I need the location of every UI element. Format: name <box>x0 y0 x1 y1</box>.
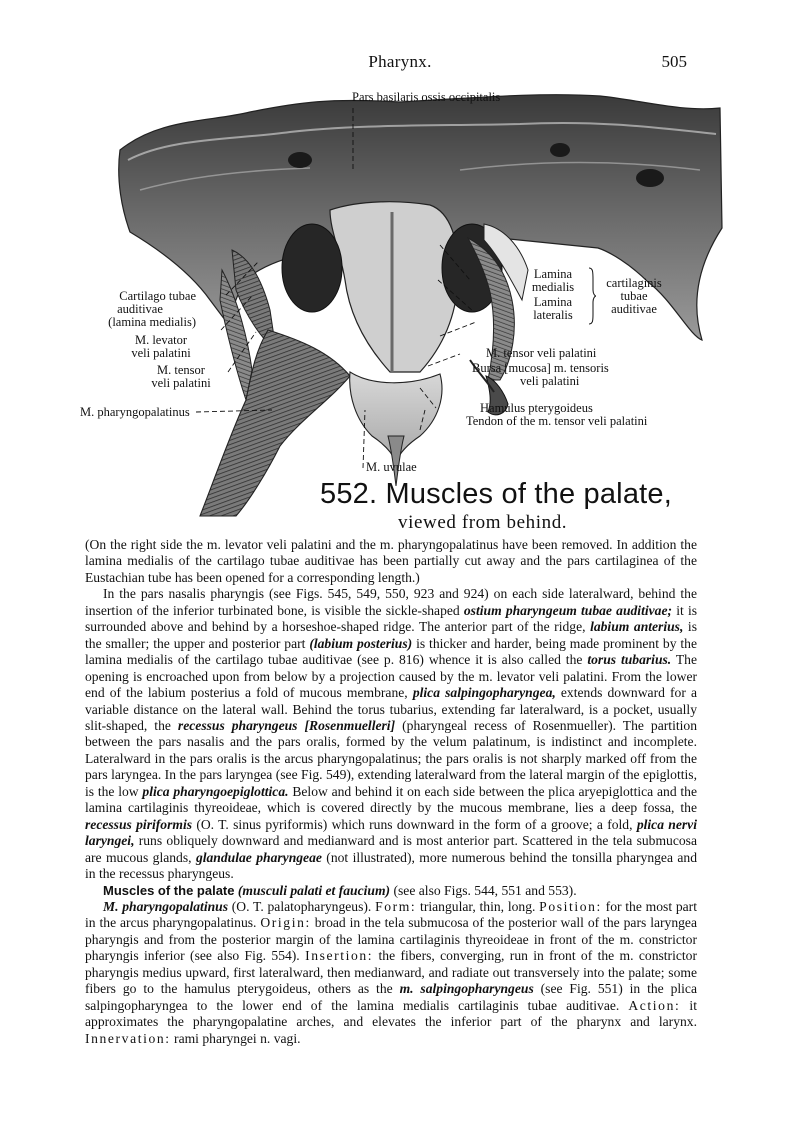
label-cartilaginis-line2: tubae <box>620 289 648 303</box>
label-pharyngopalatinus: M. pharyngopalatinus <box>80 405 190 419</box>
term-plica-pharyngoepiglottica: plica pharyngoepiglottica. <box>142 783 289 799</box>
label-hamulus: Hamulus pterygoideus <box>480 401 593 415</box>
paragraph-pars-nasalis <box>85 586 697 882</box>
label-levator-line2: veli palatini <box>131 346 191 360</box>
text-run: is thicker and harder, being made prominent by the lamina medialis of the cartilago tubae auditivae (see p. 816) whence it is also called the <box>85 635 697 668</box>
pharyngeal-cavity <box>330 202 458 372</box>
field-position: Position: <box>539 898 602 914</box>
figure-caption-subtitle: viewed from behind. <box>398 512 568 533</box>
term-torus-tubarius: torus tubarius. <box>587 652 672 668</box>
term-labium-anterius: labium anterius, <box>590 619 684 635</box>
term-m-pharyngopalatinus: M. pharyngopalatinus <box>103 898 229 914</box>
label-lamina-lateralis-line2: lateralis <box>533 308 573 322</box>
running-title: Pharynx. <box>368 52 432 71</box>
term-glandulae-pharyngeae: glandulae pharyngeae <box>195 849 322 865</box>
term-ostium: ostium pharyngeum tubae auditivae; <box>463 602 673 618</box>
text-run: triangular, thin, long. <box>416 898 540 914</box>
label-cartilaginis-line1: cartilaginis <box>606 276 662 290</box>
text-run: The opening is encroached upon from below by a projection caused by the m. levator veli palatini. From the lower end of the labium posterius a fold of mucous membrane, <box>85 652 697 701</box>
label-bursa <box>472 362 609 388</box>
label-lamina-lateralis-line1: Lamina <box>533 295 573 309</box>
field-innervation: Innervation: <box>85 1030 171 1046</box>
label-cartilaginis-line3: auditivae <box>611 302 657 316</box>
term-plica-nervi-laryngei: plica nervi laryngei, <box>85 816 697 849</box>
text-run: broad in the tela submucosa of the posterior wall of the pars laryngea pharyngis and from the posterior margin of the lamina cartilaginis thyreoideae in front of the m. constrictor pharyngis inferior (see also Fig. 554). <box>85 915 698 964</box>
text-run: (pharyngeal recess of Rosenmueller). The partition between the pars nasalis and the pars oralis, formed by the velum palatinum, is indistinct and incomplete. Lateralward in the pars oralis is the arcus pharyngopalatinus; the pars oralis is not sharply marked off from the pars laryngea. In the pars laryngea (see Fig. 549), extending lateralward from the lateral margin of the epiglottis, is the low <box>85 717 697 799</box>
label-lamina-medialis-line2: medialis <box>531 280 575 294</box>
label-cartilago-line2: auditivae <box>117 302 163 316</box>
label-tensor-left-line2: veli palatini <box>151 376 211 390</box>
text-run: the fibers, converging, run in front of the m. constrictor pharyngis medius upward, first lateralward, then medianward, and radiate out transversely into the palate; some fibers go to the hamulus pterygoideus, others as the <box>85 948 697 997</box>
label-tensor-left-line1: M. tensor <box>157 363 205 377</box>
figure-caption-number: 552. Muscles of the palate, <box>320 478 672 510</box>
anatomical-figure <box>0 0 800 530</box>
label-bursa-line2: veli palatini <box>520 374 580 388</box>
text-run: is the smaller; the upper and posterior part <box>85 619 697 651</box>
field-form: Form: <box>375 898 417 914</box>
term-recessus-piriformis: recessus piriformis <box>85 816 193 832</box>
choana-left <box>282 224 342 312</box>
palate-muscles-illustration <box>0 0 800 530</box>
label-cartilago-line1: Cartilago tubae <box>119 289 196 303</box>
text-run: (not illustrated), more numerous behind the tonsilla pharyngea and in the recessus pharyngeus. <box>85 849 697 882</box>
section-heading-latin: (musculi palati et faucium) <box>237 882 391 898</box>
text-run: rami pharyngei n. vagi. <box>170 1030 301 1046</box>
term-m-salpingopharyngeus: m. salpingopharyngeus <box>399 981 534 997</box>
page-number: 505 <box>661 52 687 71</box>
text-run: for the most part in the arcus pharyngopalatinus. <box>85 898 697 931</box>
text-run: it approximates the pharyngopalatine arches, and elevates the inferior part of the pharynx and larynx. <box>85 997 697 1030</box>
label-uvulae: M. uvulae <box>366 460 417 474</box>
text-run: Below and behind it on each side between the plica aryepiglottica and the lamina cartilaginis thyreoideae, which is covered directly by the mucous membrane, lies a deep fossa, the <box>85 783 697 816</box>
section-heading: Muscles of the palate <box>103 882 235 898</box>
field-insertion: Insertion: <box>305 948 374 964</box>
label-cartilago-line3: (lamina medialis) <box>108 315 196 329</box>
term-plica-salpingopharyngea: plica salpingopharyngea, <box>412 685 556 701</box>
label-lamina-lateralis <box>521 296 585 322</box>
text-run: (see also Figs. 544, 551 and 553). <box>390 882 577 898</box>
label-tendon: Tendon of the m. tensor veli palatini <box>466 414 648 428</box>
paragraph-pharyngopalatinus <box>85 899 697 1047</box>
field-origin: Origin: <box>260 915 311 931</box>
term-recessus-pharyngeus: recessus pharyngeus [Rosenmuelleri] <box>177 717 396 733</box>
label-tensor-left <box>136 364 226 390</box>
label-pars-basilaris: Pars basilaris ossis occipitalis <box>352 90 501 104</box>
text-run: it is surrounded above and behind by a horseshoe-shaped ridge. The anterior part of the ridge, <box>85 602 698 635</box>
text-run: In the pars nasalis pharyngis (see Figs. 545, 549, 550, 923 and 924) on each side lateralward, behind the insertion of the inferior turbinated bone, is visible the sickle-shaped <box>85 586 697 618</box>
paragraph-muscles-heading <box>85 883 697 899</box>
text-run: runs obliquely downward and medianward and is most anterior part. Scattered in the tela submucosa are mucous glands, <box>85 833 697 865</box>
text-run: (O. T. sinus pyriformis) which runs downward in the form of a groove; a fold, <box>192 816 637 832</box>
label-cartilaginis-tubae <box>596 277 672 316</box>
text-run: (O. T. palatopharyngeus). <box>228 898 376 914</box>
label-cartilago-tubae <box>86 290 196 329</box>
label-levator-line1: M. levator <box>134 333 188 347</box>
label-lamina-medialis <box>521 268 585 294</box>
field-action: Action: <box>628 997 681 1013</box>
label-levator <box>116 334 206 360</box>
label-bursa-line1: Bursa [mucosa] m. tensoris <box>472 361 609 375</box>
label-lamina-medialis-line1: Lamina <box>533 267 573 281</box>
text-run: (see Fig. 551) in the plica salpingopharyngea to the lower end of the lamina medialis cartilaginis tubae auditivae. <box>85 981 697 1013</box>
paragraph-figure-note: (On the right side the m. levator veli palatini and the m. pharyngopalatinus have been removed. In addition the lamina medialis of the cartilago tubae auditivae has been partially cut away and the pars cartilaginea of the Eustachian tube has been opened for a corresponding length.) <box>85 537 697 585</box>
body-text <box>85 537 697 1047</box>
label-tensor-right: M. tensor veli palatini <box>486 346 597 360</box>
text-run: extends downward for a variable distance on the lateral wall. Behind the torus tubarius, extending far lateralward, is a pocket, usually slit-shaped, the <box>85 685 697 733</box>
term-labium-posterius: (labium posterius) <box>309 635 413 651</box>
